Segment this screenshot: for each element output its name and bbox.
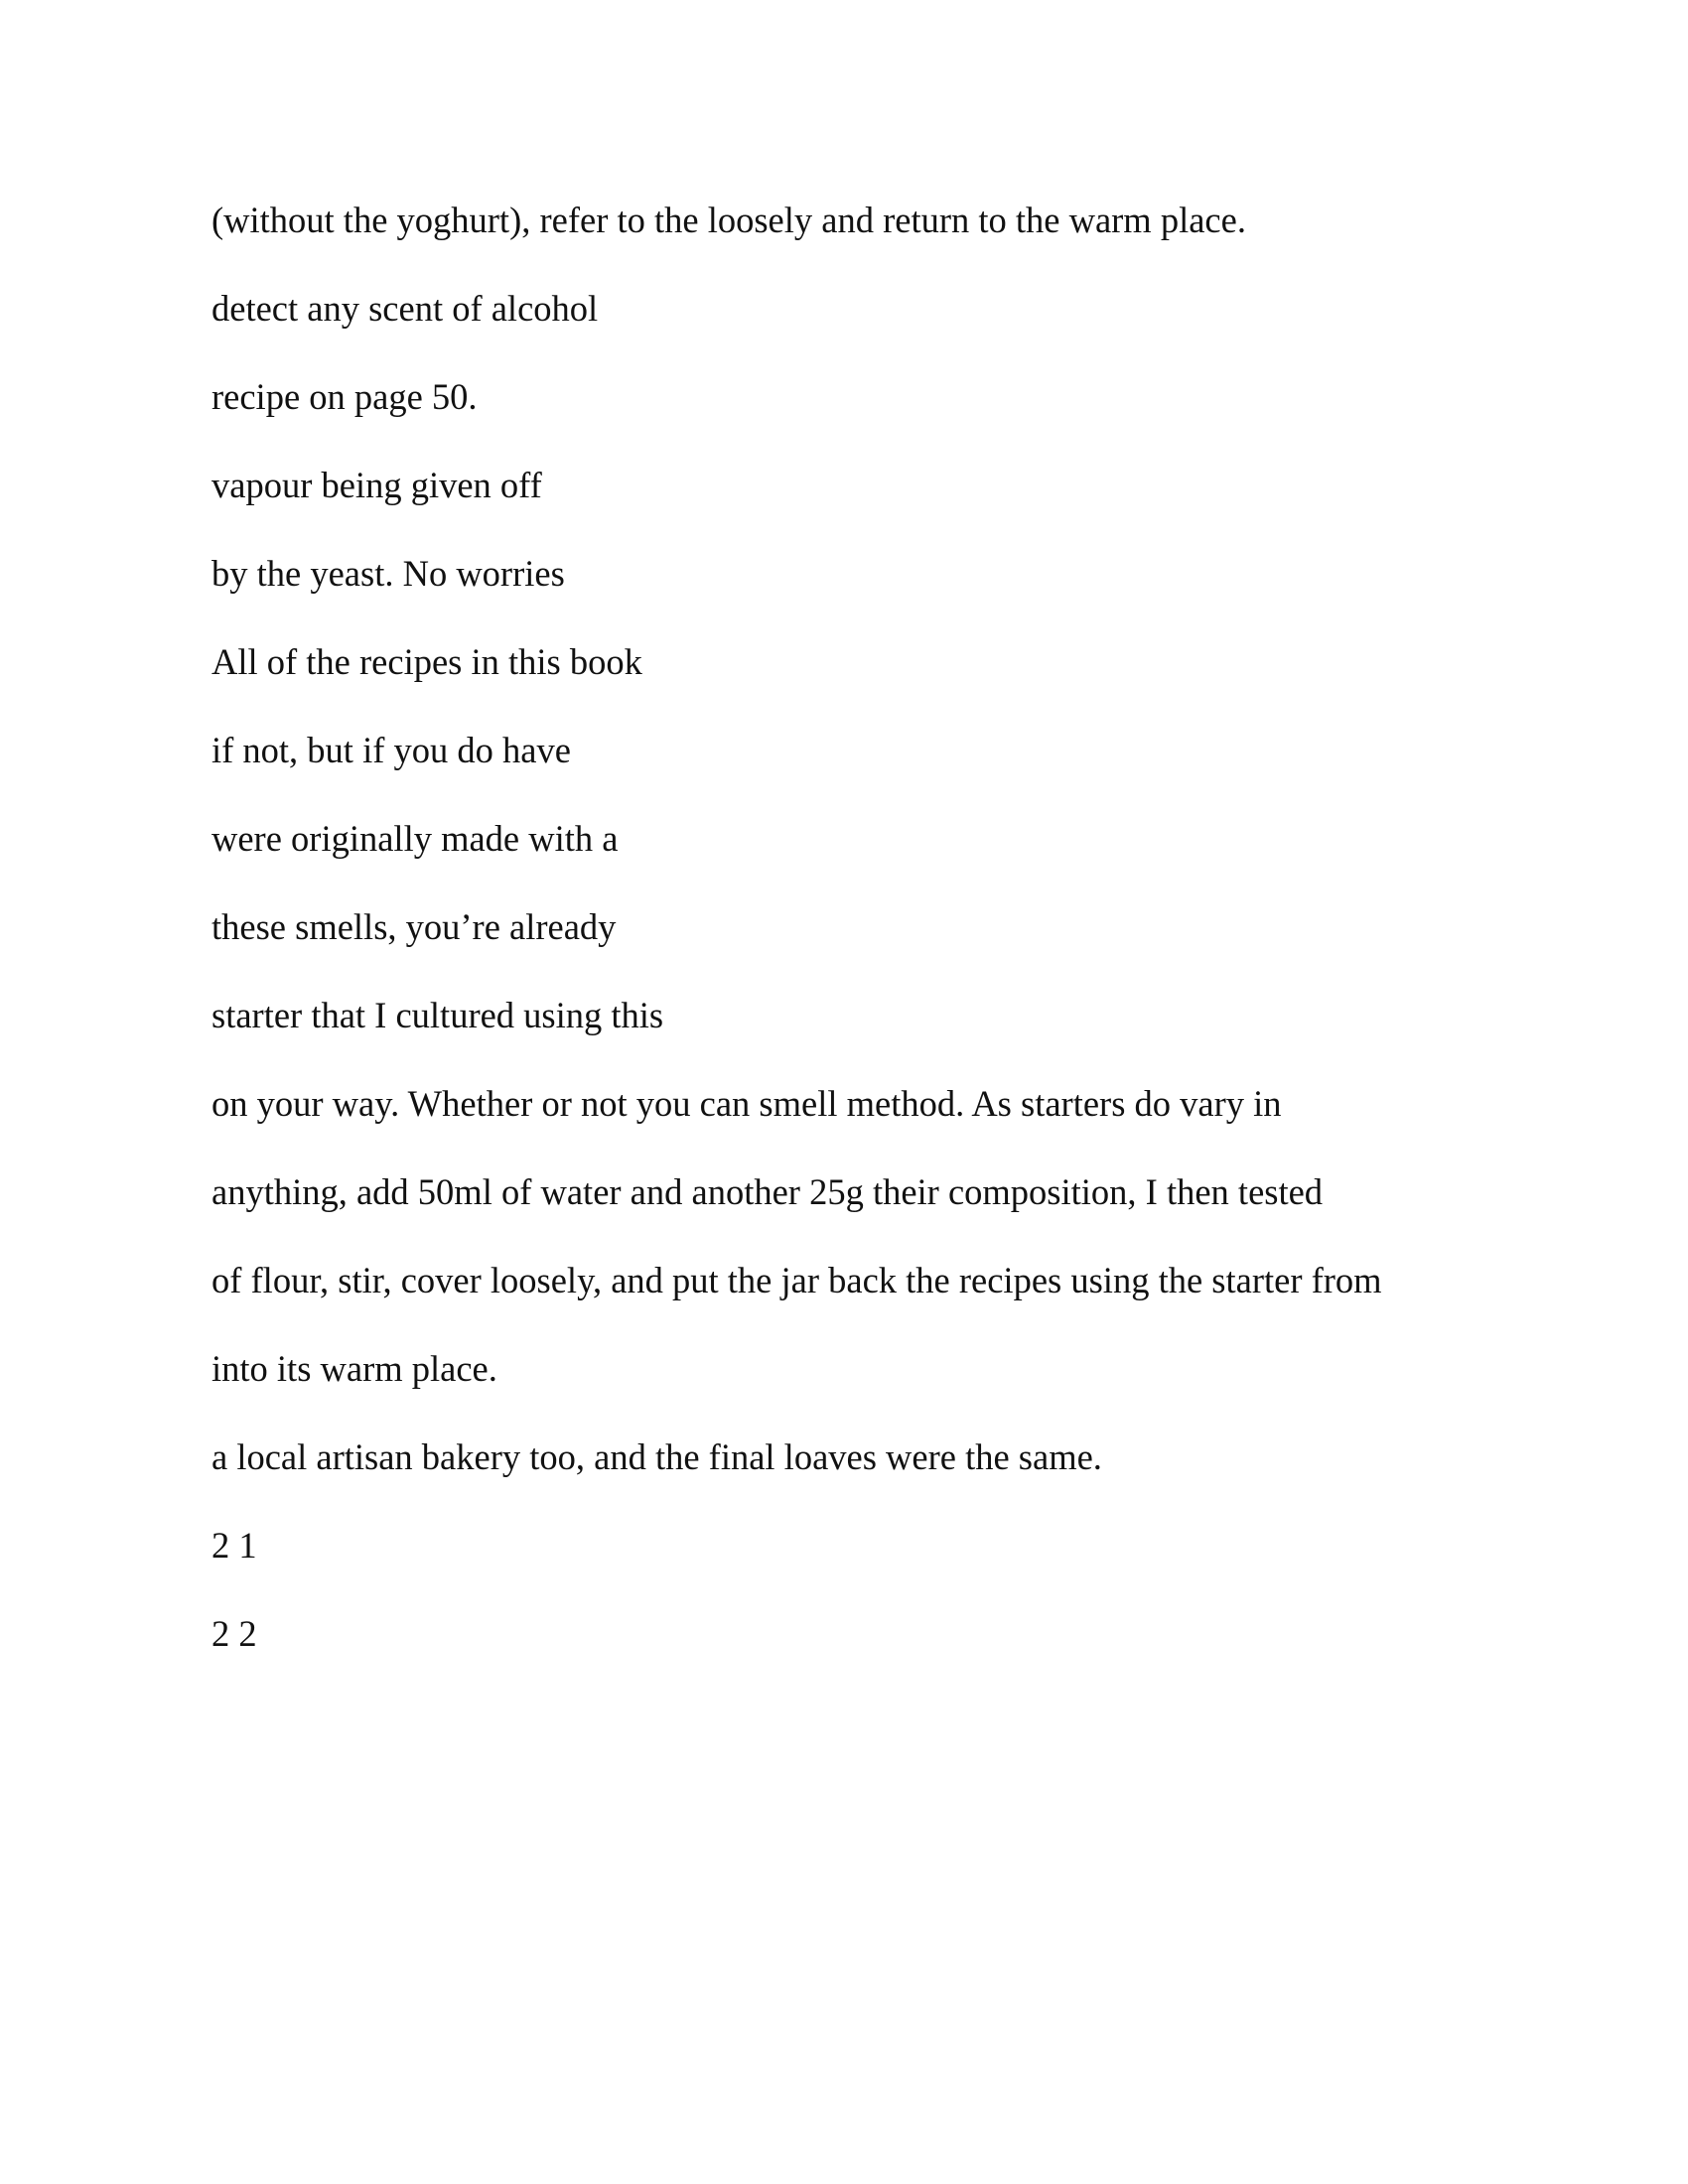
text-line: on your way. Whether or not you can smell method. As starters do vary in (211, 1083, 1282, 1124)
text-line: anything, add 50ml of water and another 25g their composition, I then tested (211, 1171, 1324, 1212)
text-line: into its warm place. (211, 1348, 497, 1389)
text-line: recipe on page 50. (211, 376, 478, 417)
text-line: if not, but if you do have (211, 730, 571, 770)
text-line: by the yeast. No worries (211, 553, 565, 594)
body-text (211, 197, 1502, 1699)
text-line: these smells, you’re already (211, 906, 617, 947)
text-line: (without the yoghurt), refer to the loosely and return to the warm place. (211, 200, 1246, 240)
text-line: of flour, stir, cover loosely, and put the jar back the recipes using the starter from (211, 1260, 1382, 1300)
text-line: a local artisan bakery too, and the final loaves were the same. (211, 1436, 1102, 1477)
text-line: starter that I cultured using this (211, 995, 664, 1035)
text-line: detect any scent of alcohol (211, 288, 599, 329)
page-number: 2 2 (211, 1613, 257, 1654)
text-line: All of the recipes in this book (211, 641, 642, 682)
page-number: 2 1 (211, 1525, 257, 1566)
text-line: were originally made with a (211, 818, 619, 859)
text-line: vapour being given off (211, 465, 542, 505)
